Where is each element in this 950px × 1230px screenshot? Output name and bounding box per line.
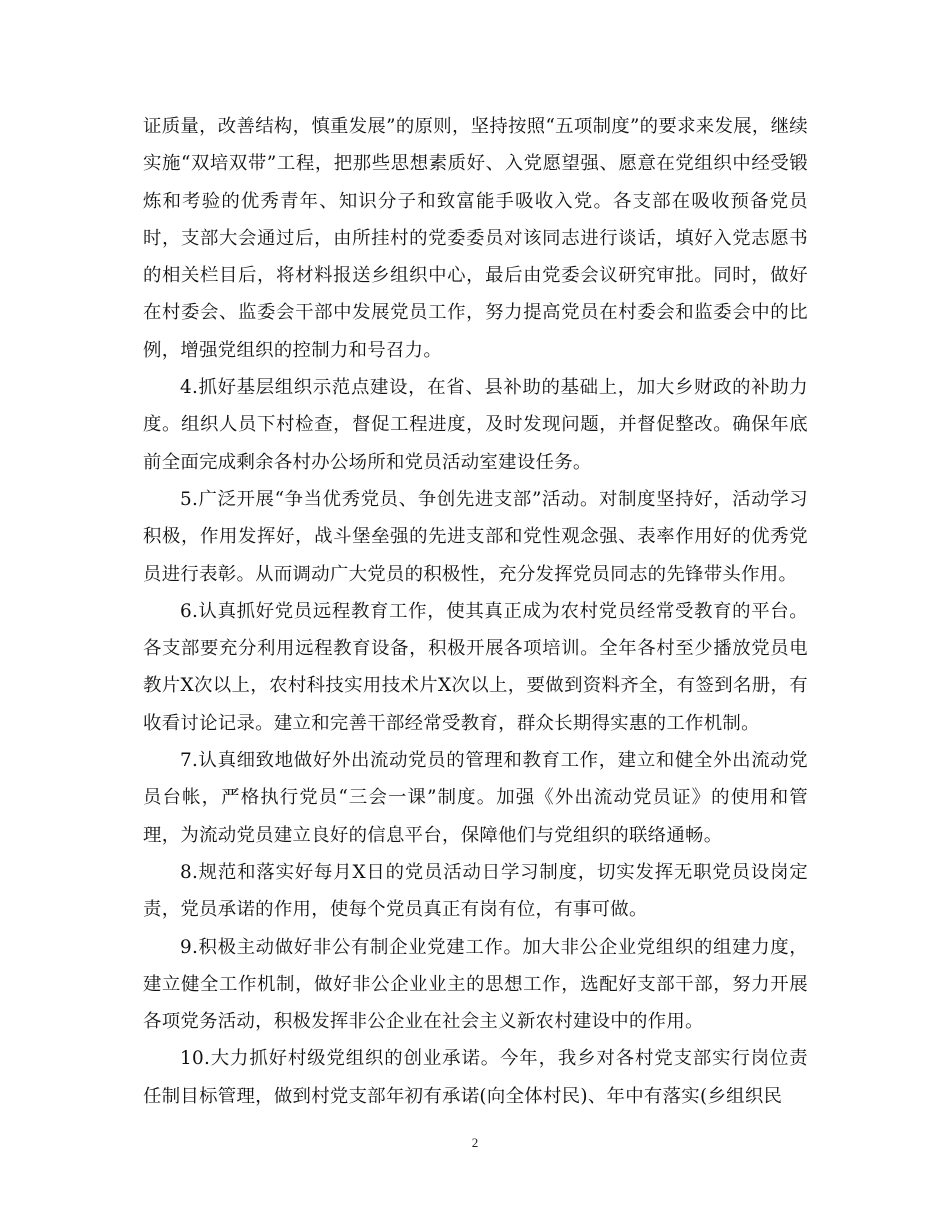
- paragraph-item-4: 4.抓好基层组织示范点建设，在省、县补助的基础上，加大乡财政的补助力度。组织人员下村检查，督促工程进度，及时发现问题，并督促整改。确保年底前全面完成剩余各村办公场所和党员活动室建设任务。: [143, 377, 808, 473]
- paragraph-item-8: 8.规范和落实好每月X日的党员活动日学习制度，切实发挥无职党员设岗定责，党员承诺的作用，使每个党员真正有岗有位，有事可做。: [143, 861, 808, 921]
- paragraph-item-9: 9.积极主动做好非公有制企业党建工作。加大非公企业党组织的组建力度，建立健全工作机制，做好非公企业业主的思想工作，选配好支部干部，努力开展各项党务活动，积极发挥非公企业在社会主义新农村建设中的作用。: [143, 936, 808, 1033]
- paragraph-item-6: 6.认真抓好党员远程教育工作，使其真正成为农村党员经常受教育的平台。各支部要充分利用远程教育设备，积极开展各项培训。全年各村至少播放党员电教片X次以上，农村科技实用技术片X次以上，要做到资料齐全，有签到名册，有收看讨论记录。建立和完善干部经常受教育，群众长期得实惠的工作机制。: [143, 600, 808, 734]
- paragraph-item-7: 7.认真细致地做好外出流动党员的管理和教育工作，建立和健全外出流动党员台帐，严格执行党员“三会一课”制度。加强《外出流动党员证》的使用和管理，为流动党员建立良好的信息平台，保障他们与党组织的联络通畅。: [143, 750, 808, 846]
- page-number: 2: [471, 1135, 479, 1150]
- body-text: [143, 108, 808, 1115]
- paragraph-item-10: 10.大力抓好村级党组织的创业承诺。今年，我乡对各村党支部实行岗位责任制目标管理，做到村党支部年初有承诺(向全体村民)、年中有落实(乡组织民: [143, 1048, 808, 1107]
- paragraph-continuation: 证质量，改善结构，慎重发展”的原则，坚持按照“五项制度”的要求来发展，继续实施“双培双带”工程，把那些思想素质好、入党愿望强、愿意在党组织中经受锻炼和考验的优秀青年、知识分子和致富能手吸收入党。各支部在吸收预备党员时，支部大会通过后，由所挂村的党委委员对该同志进行谈话，填好入党志愿书的相关栏目后，将材料报送乡组织中心，最后由党委会议研究审批。同时，做好在村委会、监委会干部中发展党员工作，努力提高党员在村委会和监委会中的比例，增强党组织的控制力和号召力。: [143, 116, 808, 361]
- paragraph-item-5: 5.广泛开展“争当优秀党员、争创先进支部”活动。对制度坚持好，活动学习积极，作用发挥好，战斗堡垒强的先进支部和党性观念强、表率作用好的优秀党员进行表彰。从而调动广大党员的积极性，充分发挥党员同志的先锋带头作用。: [143, 488, 808, 585]
